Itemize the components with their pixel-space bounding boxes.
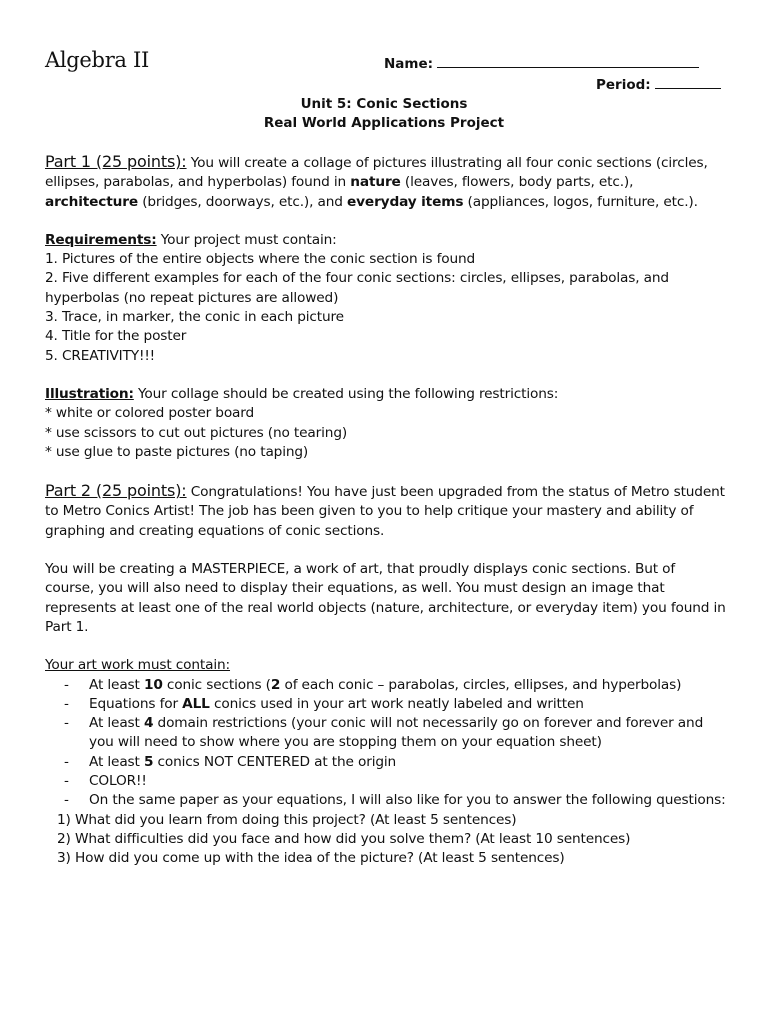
part1-text: (leaves, flowers, body parts, etc.), <box>400 174 634 191</box>
illustration-label: Illustration: <box>45 385 134 402</box>
period-label: Period: <box>596 77 651 93</box>
period-field <box>596 76 721 93</box>
list-item: - COLOR!! <box>45 772 727 791</box>
requirement-item: 4. Title for the poster <box>45 328 187 345</box>
part1-text: You will create a collage of pictures illustrating all four conic sections (circles, ellipses, parabolas, and hyperbolas) found in <box>45 155 708 191</box>
document-body <box>45 152 727 869</box>
part2-heading: Part 2 (25 points): <box>45 481 187 501</box>
artwork-contain-heading: Your art work must contain: <box>45 657 231 674</box>
period-blank-line <box>655 76 721 89</box>
question-item: 1) What did you learn from doing this project? (At least 5 sentences) <box>57 811 517 828</box>
requirements-text: Your project must contain: <box>156 231 337 248</box>
part2-intro <box>45 481 727 541</box>
illustration-heading <box>45 385 727 404</box>
nature-bold: nature <box>350 174 401 191</box>
list-item: - At least 5 conics NOT CENTERED at the origin <box>45 753 727 772</box>
illustration-item: * use glue to paste pictures (no taping) <box>45 443 309 460</box>
requirement-item: 2. Five different examples for each of the four conic sections: circles, ellipses, parabolas, and hyperbolas (no repeat pictures are allowed) <box>45 270 669 306</box>
part1-text: (bridges, doorways, etc.), and <box>138 193 348 210</box>
illustration-item: * use scissors to cut out pictures (no tearing) <box>45 424 348 441</box>
requirement-item: 3. Trace, in marker, the conic in each picture <box>45 309 344 326</box>
part1-text: (appliances, logos, furniture, etc.). <box>463 193 698 210</box>
illustration-item: * white or colored poster board <box>45 405 255 422</box>
part2-text: Congratulations! You have just been upgraded from the status of Metro student to Metro Conics Artist! The job has been given to you to help critique your mastery and ability of graphing and creating equations of conic sections. <box>45 484 725 539</box>
list-item: - Equations for ALL conics used in your art work neatly labeled and written <box>45 695 727 714</box>
part1-intro <box>45 152 727 212</box>
architecture-bold: architecture <box>45 193 138 210</box>
name-label: Name: <box>384 56 434 72</box>
name-field <box>384 55 699 72</box>
illustration-text: Your collage should be created using the following restrictions: <box>133 385 559 402</box>
course-title: Algebra II <box>45 48 150 72</box>
requirement-item: 1. Pictures of the entire objects where the conic section is found <box>45 251 476 268</box>
list-item: - At least 10 conic sections (2 of each conic – parabolas, circles, ellipses, and hyperbolas) <box>45 676 727 695</box>
requirements-label: Requirements: <box>45 231 157 248</box>
requirements-heading <box>45 231 727 250</box>
question-item: 2) What difficulties did you face and how did you solve them? (At least 10 sentences) <box>57 830 631 847</box>
list-item: - On the same paper as your equations, I will also like for you to answer the following questions: <box>45 791 727 810</box>
artwork-requirements-list <box>45 676 727 811</box>
part2-paragraph: You will be creating a MASTERPIECE, a work of art, that proudly displays conic sections. But of course, you will also need to display their equations, as well. You must design an image that represents at least one of the real world objects (nature, architecture, or everyday item) you found in Part 1. <box>45 561 726 635</box>
requirement-item: 5. CREATIVITY!!! <box>45 347 156 364</box>
list-item: - At least 4 domain restrictions (your conic will not necessarily go on forever and forever and you will need to show where you are stopping them on your equation sheet) <box>45 714 727 753</box>
project-title: Real World Applications Project <box>263 115 505 131</box>
questions-list <box>45 811 727 869</box>
name-blank-line <box>437 55 699 68</box>
everyday-items-bold: everyday items <box>347 193 464 210</box>
unit-title: Unit 5: Conic Sections <box>300 96 468 112</box>
part1-heading: Part 1 (25 points): <box>45 152 187 171</box>
question-item: 3) How did you come up with the idea of the picture? (At least 5 sentences) <box>57 850 565 867</box>
